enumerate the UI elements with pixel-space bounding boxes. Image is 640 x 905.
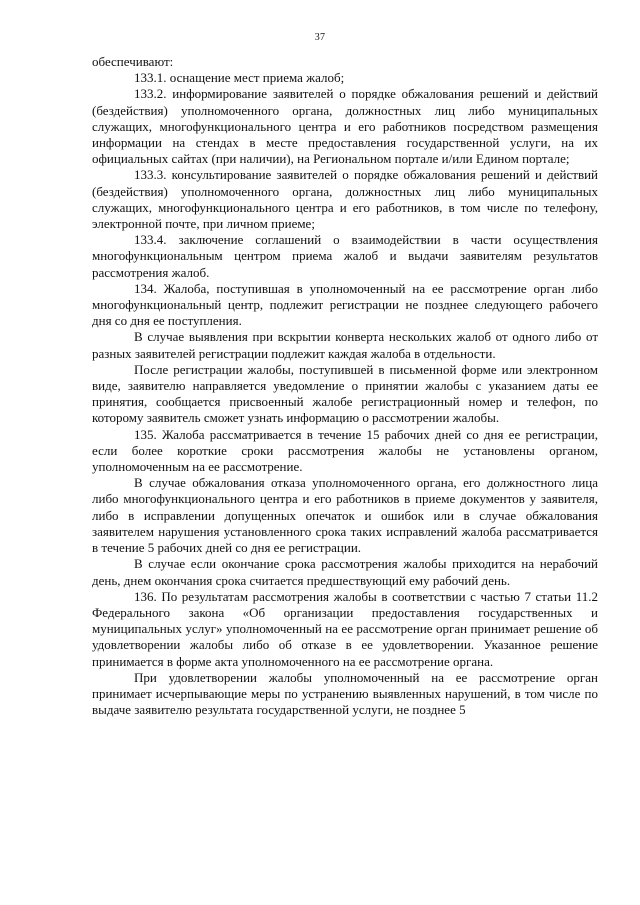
paragraph-133-2: 133.2. информирование заявителей о порядке обжалования решений и действий (бездействия) уполномоченного органа, должностных лиц либо муниципальных служащих, многофункционального центра и его работников посредством размещения информации на стендах в месте предоставления государственной услуги, на их официальных сайтах (при наличии), на Региональном портале и/или Едином портале; xyxy=(92,86,598,167)
paragraph-intro: обеспечивают: xyxy=(92,54,174,69)
paragraph-135: 135. Жалоба рассматривается в течение 15 рабочих дней со дня ее регистрации, если более короткие сроки рассмотрения жалобы не установлены органом, уполномоченным на ее рассмотрение. xyxy=(92,426,598,475)
page-number: 37 xyxy=(314,32,326,43)
paragraph-133-3: 133.3. консультирование заявителей о порядке обжалования решений и действий (бездействия) уполномоченного органа, должностных лиц либо муниципальных служащих, многофункционального центра и его работников, в том числе по телефону, электронной почте, при личном приеме; xyxy=(92,167,598,232)
paragraph-133-4: 133.4. заключение соглашений о взаимодействии в части осуществления многофункциональным центром приема жалоб и выдачи заявителям результатов рассмотрения жалоб. xyxy=(92,232,598,280)
paragraph-136: 136. По результатам рассмотрения жалобы в соответствии с частью 7 статьи 11.2 Федерального закона «Об организации предоставления государственных и муниципальных услуг» уполномоченный на ее рассмотрение орган принимает решение об удовлетворении жалобы либо об отказе в ее удовлетворении. Указанное решение принимается в форме акта уполномоченного на ее рассмотрение органа. xyxy=(92,588,598,669)
paragraph-133-1: 133.1. оснащение мест приема жалоб; xyxy=(134,70,345,86)
paragraph-134-notification: После регистрации жалобы, поступившей в письменной форме или электронном виде, заявителю направляется уведомление о принятии жалобы с указанием даты ее принятия, сообщается присвоенный жалобе регистрационный номер и телефон, по которому заявитель сможет узнать информацию о рассмотрении жалобы. xyxy=(92,361,598,426)
paragraph-135-nonworking-day: В случае если окончание срока рассмотрения жалобы приходится на нерабочий день, днем окончания срока считается предшествующий ему рабочий день. xyxy=(92,556,598,588)
document-body xyxy=(92,54,598,718)
paragraph-135-refusal: В случае обжалования отказа уполномоченного органа, его должностного лица либо многофункционального центра и его работников в приеме документов у заявителя, либо в исправлении допущенных опечаток и ошибок или в случае обжалования заявителем нарушения установленного срока таких исправлений жалоба рассматривается в течение 5 рабочих дней со дня ее регистрации. xyxy=(92,475,598,556)
paragraph-134: 134. Жалоба, поступившая в уполномоченный на ее рассмотрение орган либо многофункциональный центр, подлежит регистрации не позднее следующего рабочего дня со дня ее поступления. xyxy=(92,280,598,329)
paragraph-134-envelope: В случае выявления при вскрытии конверта нескольких жалоб от одного либо от разных заявителей регистрации подлежит каждая жалоба в отдельности. xyxy=(92,329,598,361)
paragraph-136-satisfaction: При удовлетворении жалобы уполномоченный на ее рассмотрение орган принимает исчерпывающие меры по устранению выявленных нарушений, в том числе по выдаче заявителю результата государственной услуги, не позднее 5 xyxy=(92,669,598,718)
